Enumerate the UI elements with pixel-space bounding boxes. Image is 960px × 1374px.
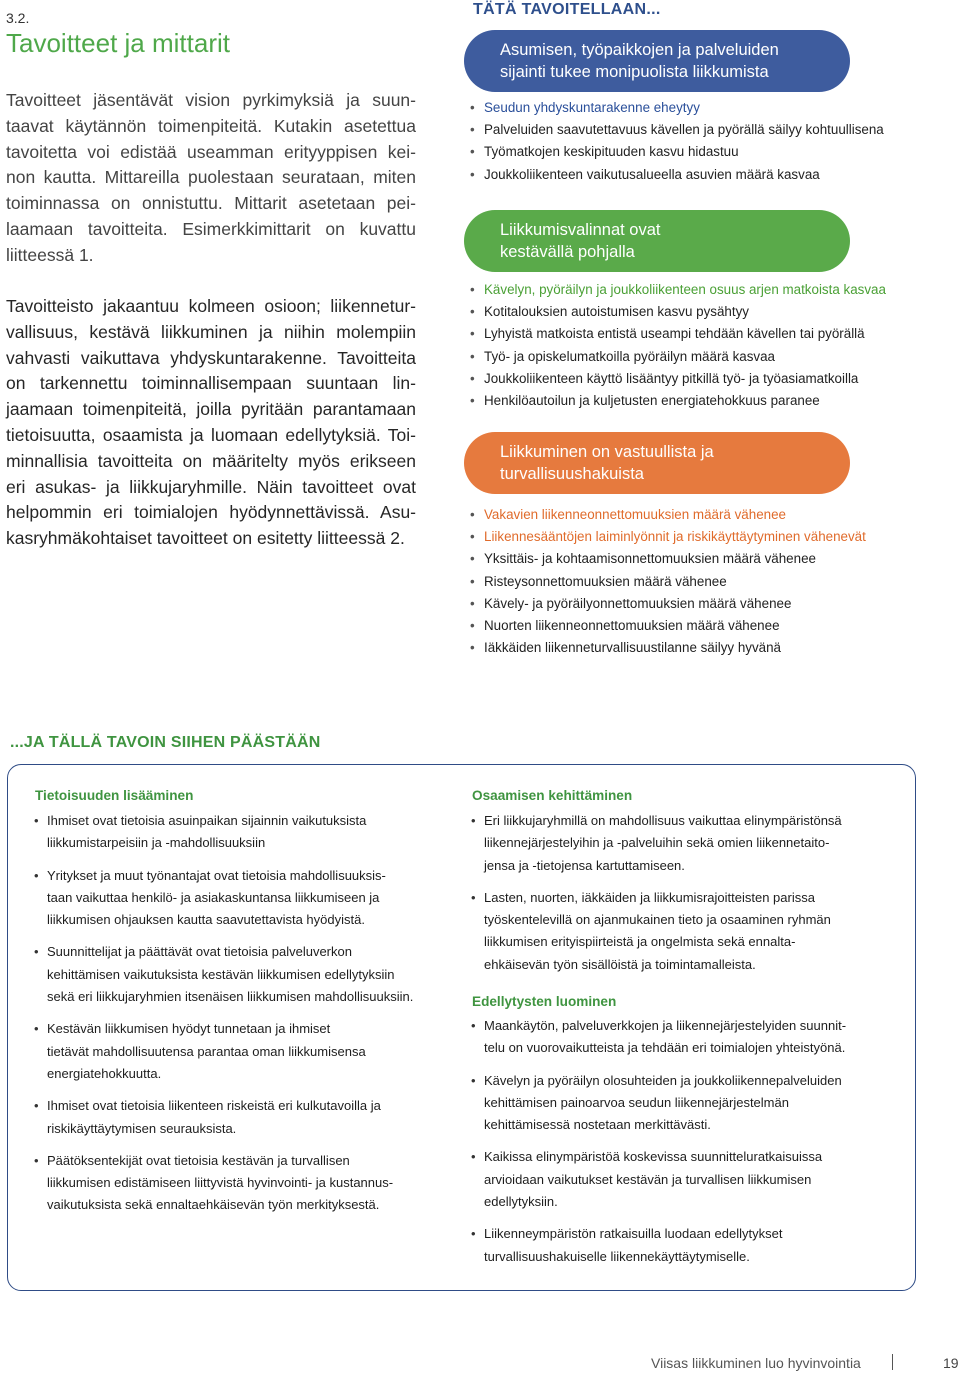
goal-pill-land-use (464, 30, 850, 92)
page-number: 19 (943, 1355, 959, 1371)
text-line: kasryhmäkohtaiset tavoitteet on esitetty liitteessä 2. (6, 528, 405, 549)
list-item (471, 810, 842, 877)
pill-line: turvallisuushakuista (500, 465, 644, 483)
item-line: kehittämisen painoarvoa seudun liikennejärjestelmän (484, 1094, 789, 1110)
item-line: • Eri liikkujaryhmillä on mahdollisuus vaikuttaa elinympäristönsä (484, 813, 842, 828)
item-line: taan vaikuttaa henkilö- ja asiakaskuntansa liikkumiseen ja (47, 889, 380, 905)
item-line: tietävät mahdollisuutensa parantaa oman liikkumisensa (47, 1043, 366, 1059)
item-line: • Päätöksentekijät ovat tietoisia kestävän ja turvallisen (47, 1152, 350, 1168)
subheading-preconditions: Edellytysten luominen (472, 994, 617, 1009)
text-line: Tavoitteisto jakaantuu kolmeen osioon; liikennetur- (6, 296, 416, 316)
text-line: vallisuus, kestävä liikkuminen ja niihin molempiin (6, 321, 416, 342)
goal-pill-mobility-choices (464, 210, 850, 272)
text-line: on tarkennettu toiminnallisempaan suuntaan lin- (6, 373, 416, 394)
awareness-list (34, 810, 413, 1227)
list-item (34, 865, 413, 932)
list-item: • Lyhyistä matkoista entistä useampi tehdään kävellen tai pyörällä (470, 323, 886, 345)
list-item: • Iäkkäiden liikenneturvallisuustilanne säilyy hyvänä (470, 637, 866, 659)
list-item: • Kävely- ja pyöräilyonnettomuuksien määrä vähenee (470, 593, 866, 615)
text-line: tietoisuutta, osaamista ja luomaan edellytyksiä. Toi- (6, 424, 416, 445)
list-item (34, 1095, 413, 1140)
item-line: riskikäyttäytymisen seurauksista. (47, 1120, 237, 1136)
list-item: • Kotitalouksien autoistumisen kasvu pysähtyy (470, 301, 886, 323)
item-line: • Yritykset ja muut työnantajat ovat tietoisia mahdollisuuksis- (47, 867, 386, 883)
list-item: • Seudun yhdyskuntarakenne eheytyy (470, 97, 884, 119)
subheading-awareness: Tietoisuuden lisääminen (35, 788, 194, 803)
list-item: • Työ- ja opiskelumatkoilla pyöräilyn määrä kasvaa (470, 346, 886, 368)
list-item (471, 1070, 846, 1137)
goal-list-mobility-choices (470, 279, 886, 412)
list-item (471, 1015, 846, 1060)
pill-line: Liikkumisvalinnat ovat (500, 221, 661, 239)
item-line: arvioidaan vaikutukset kestävän ja turvallisen liikkumisen (484, 1171, 812, 1187)
item-line: liikkumisen ohjauksen kautta saavutettavista hyödyistä. (47, 912, 365, 928)
list-item: • Henkilöautoilun ja kuljetusten energiatehokkuus paranee (470, 390, 886, 412)
list-item: • Joukkoliikenteen käyttö lisääntyy pitkillä työ- ja työasiamatkoilla (470, 368, 886, 390)
means-heading: ...JA TÄLLÄ TAVOIN SIIHEN PÄÄSTÄÄN (10, 734, 321, 751)
section-title: Tavoitteet ja mittarit (6, 28, 230, 58)
list-item (471, 887, 842, 976)
list-item: • Työmatkojen keskipituuden kasvu hidastuu (470, 141, 884, 163)
list-item: • Palveluiden saavutettavuus kävellen ja pyörällä säilyy kohtuullisena (470, 119, 884, 141)
item-line: • Liikenneympäristön ratkaisuilla luodaan edellytykset (484, 1226, 783, 1242)
item-line: • Ihmiset ovat tietoisia asuinpaikan sijainnin vaikutuksista (47, 813, 367, 828)
preconditions-list (471, 1015, 846, 1278)
item-line: energiatehokkuutta. (47, 1065, 162, 1081)
item-line: ehkäisevän työn sisällöistä ja toimintamalleista. (484, 956, 756, 972)
item-line: kehittämisen vaikutuksista kestävän liikkumisen edellytyksiin (47, 966, 395, 982)
subheading-competence: Osaamisen kehittäminen (472, 788, 633, 803)
item-line: liikkumistarpeisiin ja -mahdollisuuksiin (47, 835, 266, 851)
goals-heading: TÄTÄ TAVOITELLAAN... (473, 1, 661, 18)
pill-line: Liikkuminen on vastuullista ja (500, 443, 714, 461)
item-line: edellytyksiin. (484, 1194, 558, 1210)
list-item (34, 941, 413, 1008)
text-line: toiminnassa on onnistuttu. Mittarit asetetaan pei- (6, 193, 416, 214)
list-item: • Risteysonnettomuuksien määrä vähenee (470, 571, 866, 593)
list-item (34, 810, 413, 855)
item-line: • Lasten, nuorten, iäkkäiden ja liikkumisrajoitteisten parissa (484, 889, 815, 905)
text-line: Tavoitteet jäsentävät vision pyrkimyksiä ja suun- (6, 90, 416, 110)
pill-line: sijainti tukee monipuolista liikkumista (500, 63, 769, 81)
footer-divider (892, 1354, 893, 1370)
intro-paragraph (6, 88, 416, 269)
section-number: 3.2. (6, 10, 30, 26)
list-item: • Joukkoliikenteen vaikutusalueella asuvien määrä kasvaa (470, 164, 884, 186)
item-line: liikkumisen edistämiseen liittyvistä hyvinvointi- ja kustannus- (47, 1175, 394, 1191)
item-line: liikkumisen erityispiirteistä ja ongelmista sekä ennalta- (484, 934, 796, 950)
item-line: työskentelevillä on ajanmukainen tieto ja osaaminen ryhmän (484, 912, 831, 928)
footer-title: Viisas liikkuminen luo hyvinvointia (651, 1355, 861, 1371)
pill-line: Asumisen, työpaikkojen ja palveluiden (500, 41, 779, 59)
list-item (34, 1150, 413, 1217)
text-line: taavat käytännön toimenpiteitä. Kutakin asetettua (6, 115, 416, 136)
item-line: • Suunnittelijat ja päättävät ovat tietoisia palveluverkon (47, 944, 352, 960)
item-line: vaikutuksista sekä ennaltaehkäisevän työn merkityksestä. (47, 1197, 380, 1213)
list-item: • Liikennesääntöjen laiminlyönnit ja riskikäyttäytyminen vähenevät (470, 526, 866, 548)
item-line: telu on vuorovaikutteista ja tehdään eri toimialojen yhteistyönä. (484, 1040, 846, 1056)
item-line: • Kestävän liikkumisen hyödyt tunnetaan ja ihmiset (47, 1021, 331, 1037)
text-line: jaamaan toimenpiteitä, joilla pyritään parantamaan (6, 399, 416, 420)
list-item (34, 1018, 413, 1085)
goal-pill-safety (464, 432, 850, 494)
list-item: • Nuorten liikenneonnettomuuksien määrä vähenee (470, 615, 866, 637)
goal-list-land-use (470, 97, 884, 186)
text-line: helpommin eri toimialojen hyödynnettävissä. Asu- (6, 502, 416, 523)
pill-line: kestävällä pohjalla (500, 243, 635, 261)
item-line: • Maankäytön, palveluverkkojen ja liikennejärjestelyiden suunnit- (484, 1018, 847, 1033)
text-line: laamaan tavoitteita. Esimerkkimittarit on kuvattu (6, 218, 416, 239)
text-line: eri asukas- ja liikkujaryhmille. Näin tavoitteet ovat (6, 476, 416, 497)
body-paragraph (6, 294, 416, 552)
competence-list (471, 810, 842, 986)
text-line: vahvasti vaikuttava yhdyskuntarakenne. Tavoitteita (6, 347, 416, 368)
item-line: kehittämisessä nostetaan merkittävästi. (484, 1117, 711, 1133)
list-item (471, 1146, 846, 1213)
item-line: • Kävelyn ja pyöräilyn olosuhteiden ja joukkoliikennepalveluiden (484, 1072, 842, 1088)
list-item: • Yksittäis- ja kohtaamisonnettomuuksien määrä vähenee (470, 548, 866, 570)
item-line: • Ihmiset ovat tietoisia liikenteen riskeistä eri kulkutavoilla ja (47, 1098, 381, 1114)
item-line: turvallisuushakuiselle liikennekäyttäytymiselle. (484, 1248, 750, 1264)
item-line: liikennejärjestelyihin ja -palveluihin sekä omien liikennetaito- (484, 835, 830, 851)
list-item: • Vakavien liikenneonnettomuuksien määrä vähenee (470, 504, 866, 526)
item-line: sekä eri liikkujaryhmien itsenäisen liikkumisen mahdollisuuksiin. (47, 989, 414, 1005)
text-line: non kautta. Mittareilla puolestaan seurataan, miten (6, 167, 416, 188)
text-line: liitteessä 1. (6, 244, 94, 265)
list-item: • Kävelyn, pyöräilyn ja joukkoliikenteen osuus arjen matkoista kasvaa (470, 279, 886, 301)
text-line: minnallisia tavoitteita on määritelty myös erikseen (6, 450, 416, 471)
list-item (471, 1223, 846, 1268)
goal-list-safety (470, 504, 866, 659)
text-line: tavoitetta voi edistää useamman erityyppisen kei- (6, 141, 416, 162)
item-line: • Kaikissa elinympäristöä koskevissa suunnitteluratkaisuissa (484, 1149, 823, 1165)
item-line: jensa ja -tietojensa kartuttamiseen. (484, 857, 685, 873)
